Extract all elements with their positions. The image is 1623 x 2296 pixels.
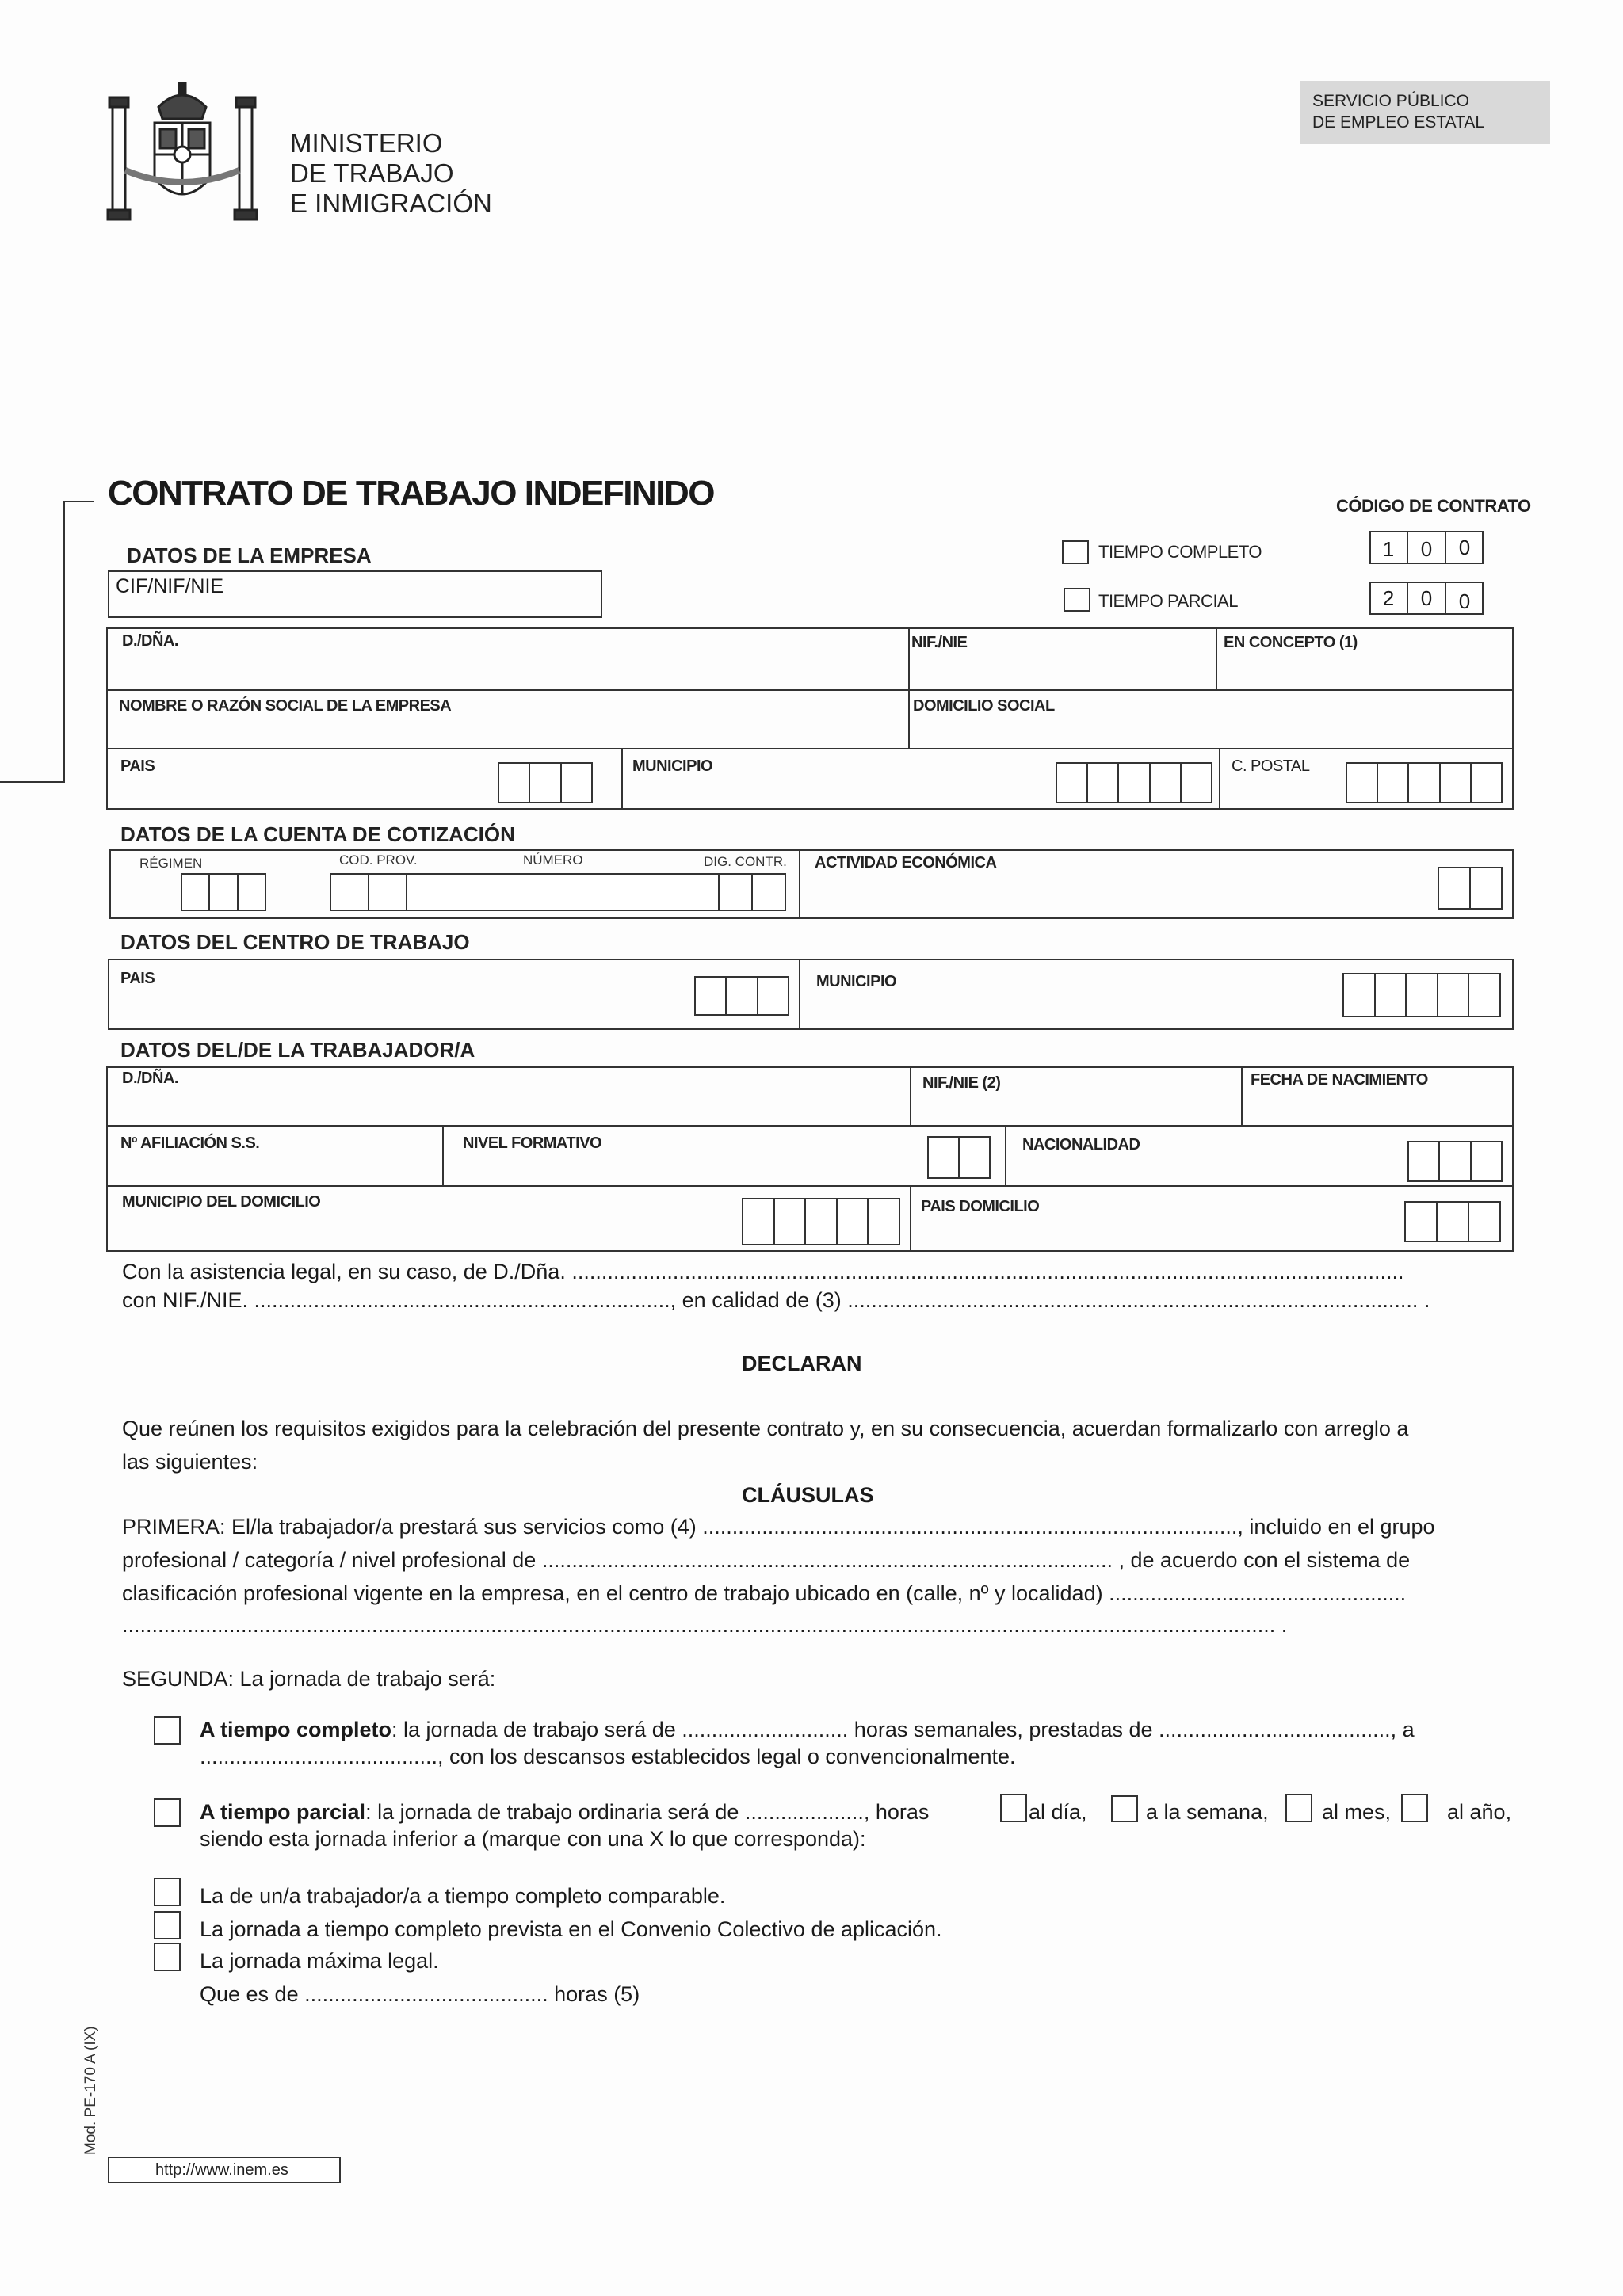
- tiempo-parcial-checkbox[interactable]: [1064, 588, 1090, 612]
- margin-bracket-top: [63, 501, 94, 502]
- centro-vline: [799, 959, 800, 1030]
- completo-bold: A tiempo completo: [200, 1718, 392, 1741]
- trabajador-vline-2: [1241, 1066, 1243, 1127]
- declaran-line-1: Que reúnen los requisitos exigidos para la celebración del presente contrato y, en su consecuencia, acuerdan formalizarlo con arreglo a: [122, 1417, 1409, 1440]
- coat-of-arms-logo: [103, 75, 262, 234]
- asistencia-line-2: con NIF./NIE. ......................................................................, en calidad de (3) ................................................................................................ .: [122, 1288, 1430, 1312]
- empresa-nombre-label: NOMBRE O RAZÓN SOCIAL DE LA EMPRESA: [119, 697, 452, 715]
- dig-contr-label: DIG. CONTR.: [704, 854, 787, 869]
- a-la-semana-checkbox[interactable]: [1111, 1795, 1138, 1822]
- actividad-cells[interactable]: [1438, 867, 1503, 910]
- pais-domicilio-cells[interactable]: [1404, 1201, 1501, 1242]
- trabajador-vline-5: [910, 1185, 911, 1252]
- cotizacion-table: [109, 849, 1514, 919]
- numero-field[interactable]: [406, 873, 720, 911]
- trabajador-dona-label: D./DÑA.: [122, 1070, 178, 1087]
- service-line-1: SERVICIO PÚBLICO: [1312, 92, 1470, 110]
- centro-pais-label: PAIS: [120, 970, 155, 987]
- parcial-line-1: [200, 1800, 929, 1825]
- completo-line-1: [200, 1718, 1415, 1742]
- trabajador-vline-1: [910, 1066, 911, 1127]
- al-dia-checkbox[interactable]: [1000, 1794, 1027, 1822]
- que-es-line: Que es de ......................................... horas (5): [200, 1982, 640, 2006]
- empresa-table: [106, 627, 1514, 810]
- opt1-checkbox[interactable]: [154, 1878, 181, 1906]
- parcial-bold: A tiempo parcial: [200, 1800, 366, 1824]
- empresa-pais-cells[interactable]: [498, 762, 593, 803]
- empresa-cpostal-label: C. POSTAL: [1232, 757, 1310, 775]
- service-badge: [1300, 81, 1550, 144]
- ministry-name: [290, 128, 492, 219]
- cod-prov-cells[interactable]: [330, 873, 407, 911]
- declaran-heading: DECLARAN: [742, 1352, 862, 1375]
- tiempo-parcial-label: TIEMPO PARCIAL: [1098, 591, 1238, 611]
- trabajador-section-title: DATOS DEL/DE LA TRABAJADOR/A: [120, 1038, 475, 1062]
- code-tp-digit-2: 0: [1420, 586, 1433, 610]
- parcial-line-2: siendo esta jornada inferior a (marque con una X lo que corresponda):: [200, 1827, 866, 1851]
- trabajador-fecha-label: FECHA DE NACIMIENTO: [1251, 1071, 1428, 1089]
- trabajador-vline-4: [1005, 1125, 1006, 1187]
- service-line-2: DE EMPLEO ESTATAL: [1312, 113, 1485, 132]
- empresa-nif-label: NIF./NIE: [911, 634, 968, 651]
- empresa-section-title: DATOS DE LA EMPRESA: [127, 543, 372, 567]
- ministry-line-1: MINISTERIO: [290, 128, 443, 158]
- cod-prov-label: COD. PROV.: [339, 852, 418, 868]
- page-title: CONTRATO DE TRABAJO INDEFINIDO: [108, 474, 714, 513]
- centro-municipio-label: MUNICIPIO: [816, 973, 897, 990]
- empresa-vline-3: [621, 748, 623, 810]
- al-anio-label: al año,: [1447, 1800, 1512, 1824]
- centro-municipio-cells[interactable]: [1342, 973, 1501, 1017]
- dig-contr-cells[interactable]: [718, 873, 786, 911]
- url-box[interactable]: [108, 2157, 341, 2183]
- al-dia-label: al día,: [1029, 1800, 1087, 1824]
- trabajador-hline-2: [106, 1185, 1514, 1187]
- code-tp-digit-1: 2: [1382, 586, 1395, 610]
- al-mes-checkbox[interactable]: [1285, 1794, 1312, 1822]
- nacionalidad-label: NACIONALIDAD: [1022, 1136, 1140, 1154]
- clausulas-heading: CLÁUSULAS: [742, 1483, 874, 1507]
- empresa-municipio-cells[interactable]: [1056, 762, 1212, 803]
- municipio-domicilio-cells[interactable]: [742, 1198, 900, 1245]
- primera-line-2: profesional / categoría / nivel profesional de ................................................................................................ , de acuerdo con el sistema de: [122, 1548, 1411, 1572]
- a-la-semana-label: a la semana,: [1146, 1800, 1269, 1824]
- model-code: Mod. PE-170 A (IX): [82, 2026, 99, 2155]
- tiempo-completo-checkbox[interactable]: [1062, 540, 1089, 564]
- completo-text: : la jornada de trabajo será de ............................ horas semanales, prestadas de ......................................., a: [391, 1718, 1415, 1741]
- ministry-line-2: DE TRABAJO: [290, 158, 454, 188]
- centro-section-title: DATOS DEL CENTRO DE TRABAJO: [120, 930, 470, 954]
- ministry-line-3: E INMIGRACIÓN: [290, 189, 492, 218]
- primera-line-1: PRIMERA: El/la trabajador/a prestará sus servicios como (4) .........................................................................................., incluido en el grupo: [122, 1515, 1435, 1539]
- pais-domicilio-label: PAIS DOMICILIO: [921, 1198, 1040, 1215]
- al-anio-checkbox[interactable]: [1401, 1794, 1428, 1822]
- opt2-checkbox[interactable]: [154, 1911, 181, 1939]
- codigo-label: CÓDIGO DE CONTRATO: [1336, 496, 1531, 516]
- empresa-hline-1: [106, 689, 1514, 691]
- actividad-label: ACTIVIDAD ECONÓMICA: [815, 854, 997, 871]
- al-mes-label: al mes,: [1322, 1800, 1392, 1824]
- empresa-vline-1: [908, 627, 910, 748]
- trabajador-vline-3: [442, 1125, 444, 1187]
- asistencia-line-1: Con la asistencia legal, en su caso, de D./Dña. ............................................................................................................................................: [122, 1260, 1404, 1283]
- primera-line-3: clasificación profesional vigente en la empresa, en el centro de trabajo ubicado en (calle, nº y localidad) ..................................................: [122, 1581, 1407, 1605]
- opt3-checkbox[interactable]: [154, 1943, 181, 1971]
- municipio-domicilio-label: MUNICIPIO DEL DOMICILIO: [122, 1193, 321, 1211]
- empresa-vline-2: [1216, 627, 1217, 691]
- nivel-formativo-cells[interactable]: [927, 1136, 991, 1179]
- empresa-dona-label: D./DÑA.: [122, 632, 178, 650]
- regimen-label: RÉGIMEN: [139, 856, 203, 871]
- margin-bracket-bottom: [0, 781, 65, 783]
- declaran-line-2: las siguientes:: [122, 1450, 258, 1474]
- empresa-pais-label: PAIS: [120, 757, 155, 775]
- tiempo-completo-label: TIEMPO COMPLETO: [1098, 542, 1262, 562]
- regimen-cells[interactable]: [181, 873, 266, 911]
- segunda-line: SEGUNDA: La jornada de trabajo será:: [122, 1667, 496, 1691]
- centro-pais-cells[interactable]: [694, 976, 789, 1016]
- cotizacion-vline: [799, 849, 800, 919]
- trabajador-hline-1: [106, 1125, 1514, 1127]
- margin-bracket: [63, 501, 65, 783]
- code-tc-digit-3: 0: [1458, 536, 1471, 559]
- cotizacion-section-title: DATOS DE LA CUENTA DE COTIZACIÓN: [120, 822, 515, 846]
- afiliacion-label: Nº AFILIACIÓN S.S.: [120, 1135, 260, 1152]
- code-tc-digit-1: 1: [1382, 537, 1395, 561]
- empresa-municipio-label: MUNICIPIO: [632, 757, 713, 775]
- nivel-formativo-label: NIVEL FORMATIVO: [463, 1135, 602, 1152]
- numero-label: NÚMERO: [523, 852, 583, 868]
- empresa-cpostal-cells[interactable]: [1346, 762, 1503, 803]
- nacionalidad-cells[interactable]: [1407, 1141, 1503, 1182]
- completo-line-2: ........................................, con los descansos establecidos legal o convencionalmente.: [200, 1745, 1016, 1768]
- tiempo-completo-clause-checkbox[interactable]: [154, 1716, 181, 1745]
- empresa-vline-4: [1219, 748, 1220, 810]
- url-text: http://www.inem.es: [155, 2161, 288, 2179]
- opt1-label: La de un/a trabajador/a a tiempo completo comparable.: [200, 1884, 726, 1908]
- empresa-concepto-label: EN CONCEPTO (1): [1224, 634, 1358, 651]
- empresa-domicilio-label: DOMICILIO SOCIAL: [913, 697, 1055, 715]
- cif-label: CIF/NIF/NIE: [116, 575, 224, 597]
- opt2-label: La jornada a tiempo completo prevista en el Convenio Colectivo de aplicación.: [200, 1917, 942, 1941]
- code-tp-digit-3: 0: [1458, 589, 1471, 613]
- empresa-hline-2: [106, 748, 1514, 749]
- parcial-text: : la jornada de trabajo ordinaria será de ...................., horas: [365, 1800, 930, 1824]
- trabajador-nif-label: NIF./NIE (2): [922, 1074, 1001, 1092]
- opt3-label: La jornada máxima legal.: [200, 1949, 439, 1973]
- centro-table: [108, 959, 1514, 1030]
- primera-line-4: .................................................................................................................................................................................................. .: [122, 1613, 1288, 1637]
- code-tc-digit-2: 0: [1420, 537, 1433, 561]
- tiempo-parcial-clause-checkbox[interactable]: [154, 1798, 181, 1827]
